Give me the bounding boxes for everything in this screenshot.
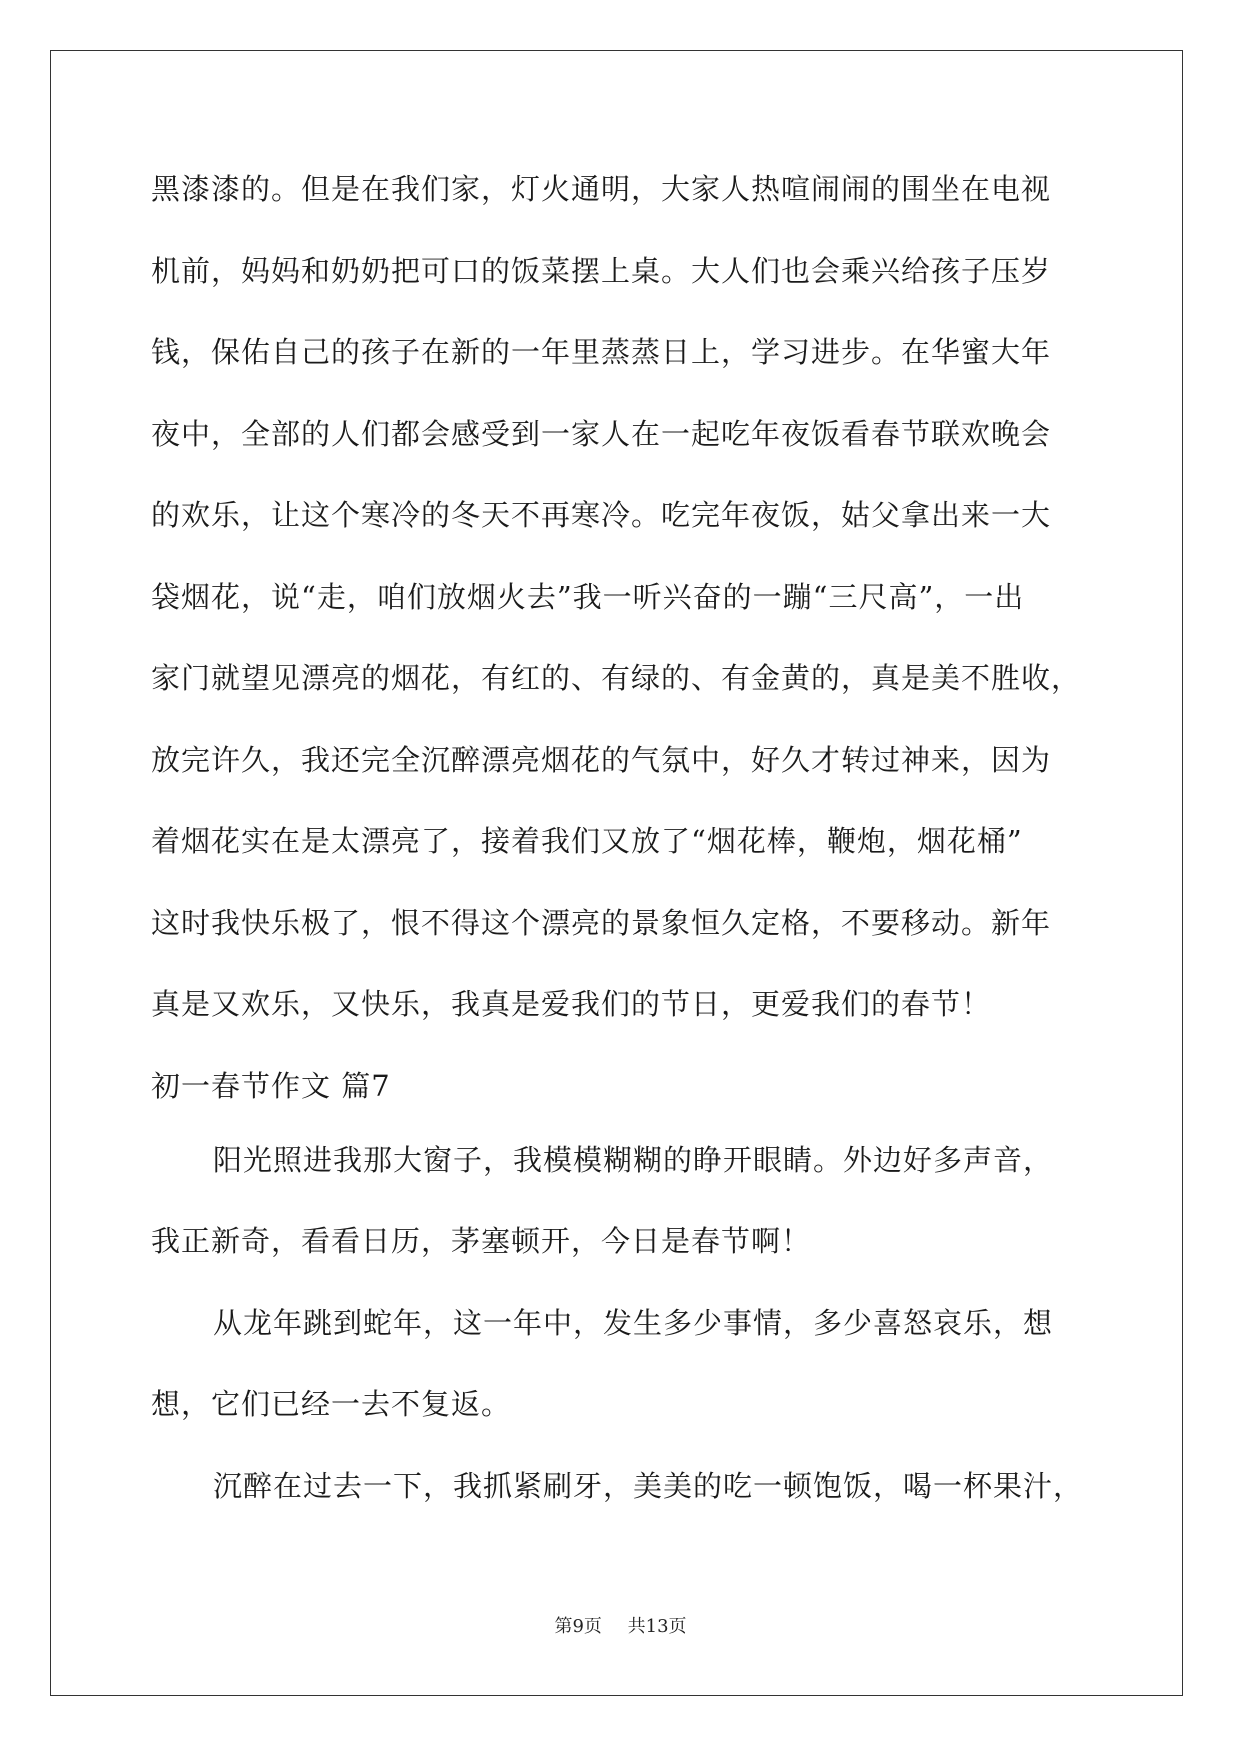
- text-line: 我正新奇，看看日历，茅塞顿开，今日是春节啊！: [151, 1224, 812, 1258]
- section-heading: 初一春节作文 篇7: [151, 1068, 391, 1103]
- text-line: 袋烟花，说“走，咱们放烟火去”我一听兴奋的一蹦“三尺高”，一出: [151, 579, 1025, 614]
- page-number: 第9页: [554, 1616, 602, 1637]
- text-line: 着烟花实在是太漂亮了，接着我们又放了“烟花棒，鞭炮，烟花桶”: [151, 824, 1023, 858]
- section-body: [151, 1131, 1101, 1539]
- text-line: 机前，妈妈和奶奶把可口的饭菜摆上桌。大人们也会乘兴给孩子压岁: [151, 253, 1052, 288]
- text-line: 钱，保佑自己的孩子在新的一年里蒸蒸日上，学习进步。在华蜜大年: [151, 335, 1052, 369]
- text-line: 从龙年跳到蛇年，这一年中，发生多少事情，多少喜怒哀乐，想: [213, 1305, 1054, 1340]
- page-total: 共13页: [627, 1616, 687, 1637]
- text-line: 这时我快乐极了，恨不得这个漂亮的景象恒久定格，不要移动。新年: [151, 905, 1052, 940]
- text-line: 真是又欢乐，又快乐，我真是爱我们的节日，更爱我们的春节！: [151, 987, 992, 1021]
- text-line: 夜中，全部的人们都会感受到一家人在一起吃年夜饭看春节联欢晚会: [151, 416, 1052, 451]
- text-line: 家门就望见漂亮的烟花，有红的、有绿的、有金黄的，真是美不胜收，: [151, 661, 1082, 695]
- text-line: 黑漆漆的。但是在我们家，灯火通明，大家人热喧闹闹的围坐在电视: [151, 172, 1052, 206]
- document-body: [151, 160, 1101, 1538]
- page-footer: [0, 1612, 1241, 1638]
- text-line: 的欢乐，让这个寒冷的冬天不再寒冷。吃完年夜饭，姑父拿出来一大: [151, 498, 1052, 532]
- text-line: 沉醉在过去一下，我抓紧刷牙，美美的吃一顿饱饭，喝一杯果汁，: [213, 1468, 1084, 1503]
- text-line: 放完许久，我还完全沉醉漂亮烟花的气氛中，好久才转过神来，因为: [151, 742, 1052, 777]
- text-line: 想，它们已经一去不复返。: [151, 1387, 512, 1421]
- paragraph: [151, 160, 1101, 1057]
- text-line: 阳光照进我那大窗子，我模模糊糊的睁开眼睛。外边好多声音，: [213, 1142, 1054, 1177]
